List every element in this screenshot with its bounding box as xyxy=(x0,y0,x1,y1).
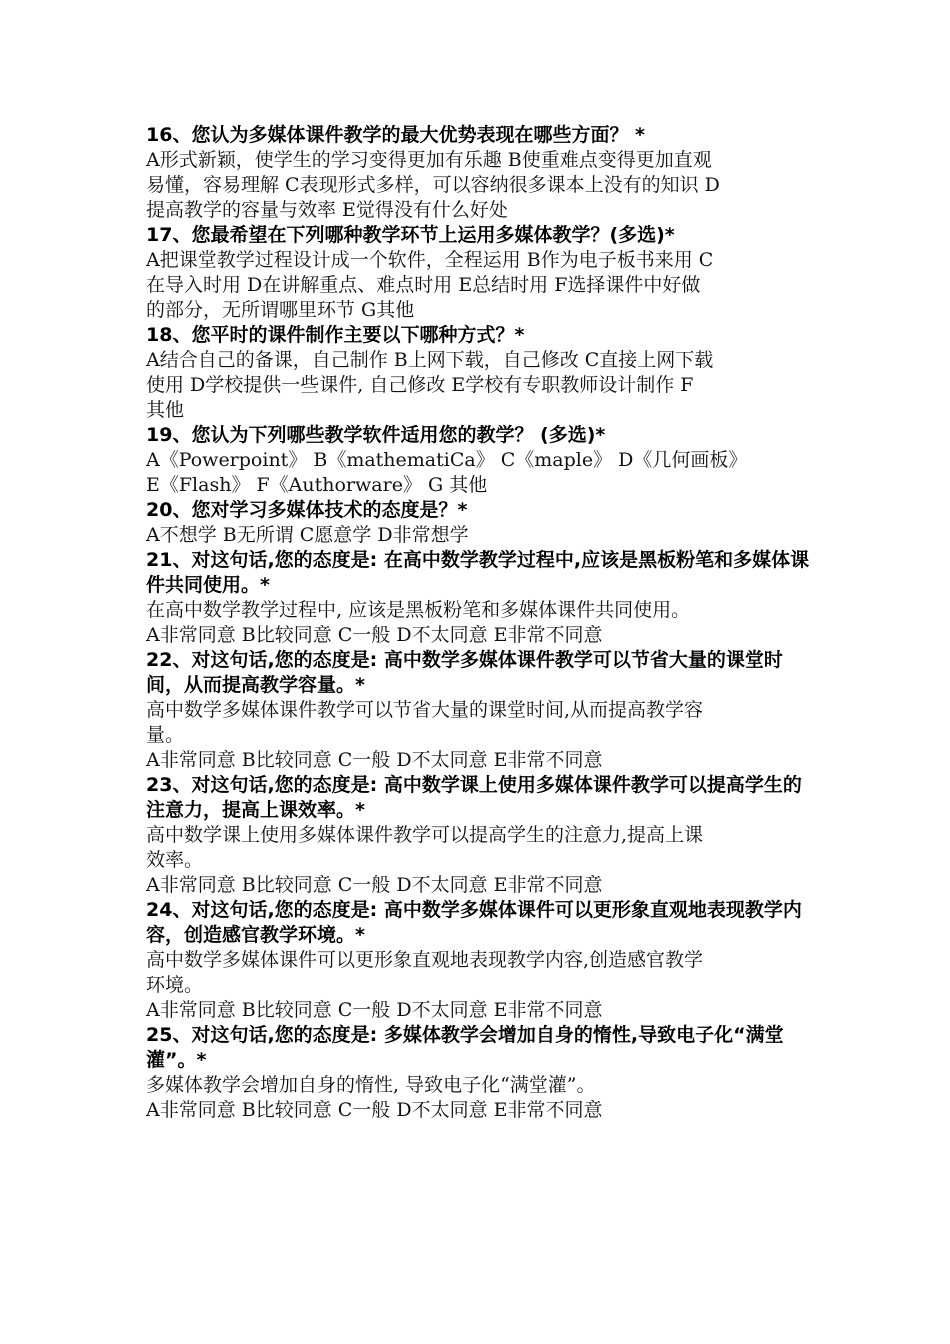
question-text-line: 易懂，容易理解 C表现形式多样，可以容纳很多课本上没有的知识 D xyxy=(146,174,720,196)
question-options-line: A非常同意 B比较同意 C一般 D不太同意 E非常不同意 xyxy=(146,624,603,646)
question-title: 24、对这句话,您的态度是: 高中数学多媒体课件可以更形象直观地表现教学内容，创造感官教学环境。* xyxy=(146,899,802,946)
survey-page xyxy=(146,123,812,1123)
question-title: 19、您认为下列哪些教学软件适用您的教学？ (多选)* xyxy=(146,424,606,446)
question-text-line: 高中数学多媒体课件教学可以节省大量的课堂时间,从而提高教学容 xyxy=(146,699,704,721)
question-text-line: 高中数学课上使用多媒体课件教学可以提高学生的注意力,提高上课 xyxy=(146,824,704,846)
question-24 xyxy=(146,898,812,1023)
question-title: 20、您对学习多媒体技术的态度是？* xyxy=(146,499,468,521)
question-text-line: 的部分，无所谓哪里环节 G其他 xyxy=(146,299,415,321)
question-16 xyxy=(146,123,812,223)
question-text-line: 在导入时用 D在讲解重点、难点时用 E总结时用 F选择课件中好做 xyxy=(146,274,701,296)
question-title: 16、您认为多媒体课件教学的最大优势表现在哪些方面？ * xyxy=(146,124,645,146)
question-25 xyxy=(146,1023,812,1123)
question-text-line: 提高教学的容量与效率 E觉得没有什么好处 xyxy=(146,199,508,221)
question-text-line: 高中数学多媒体课件可以更形象直观地表现教学内容,创造感官教学 xyxy=(146,949,704,971)
question-options-line: A非常同意 B比较同意 C一般 D不太同意 E非常不同意 xyxy=(146,999,603,1021)
question-text-line: 量。 xyxy=(146,724,185,746)
question-17 xyxy=(146,223,812,323)
question-text-line: 多媒体教学会增加自身的惰性, 导致电子化“满堂灌”。 xyxy=(146,1074,596,1096)
question-20 xyxy=(146,498,812,548)
question-text-line: 在高中数学教学过程中, 应该是黑板粉笔和多媒体课件共同使用。 xyxy=(146,599,691,621)
question-title: 18、您平时的课件制作主要以下哪种方式？* xyxy=(146,324,525,346)
question-21 xyxy=(146,548,812,648)
question-title: 25、对这句话,您的态度是: 多媒体教学会增加自身的惰性,导致电子化“满堂灌”。* xyxy=(146,1024,784,1071)
question-19 xyxy=(146,423,812,498)
question-18 xyxy=(146,323,812,423)
question-options-line: A非常同意 B比较同意 C一般 D不太同意 E非常不同意 xyxy=(146,1099,603,1121)
question-options-line: A非常同意 B比较同意 C一般 D不太同意 E非常不同意 xyxy=(146,874,603,896)
question-title: 21、对这句话,您的态度是: 在高中数学教学过程中,应该是黑板粉笔和多媒体课件共同使用。* xyxy=(146,549,810,596)
question-title: 22、对这句话,您的态度是: 高中数学多媒体课件教学可以节省大量的课堂时间，从而提高教学容量。* xyxy=(146,649,783,696)
question-text-line: 使用 D学校提供一些课件, 自己修改 E学校有专职教师设计制作 F xyxy=(146,374,694,396)
question-text-line: A形式新颖，使学生的学习变得更加有乐趣 B使重难点变得更加直观 xyxy=(146,149,712,171)
question-22 xyxy=(146,648,812,773)
question-text-line: A把课堂教学过程设计成一个软件，全程运用 B作为电子板书来用 C xyxy=(146,249,714,271)
question-text-line: 环境。 xyxy=(146,974,204,996)
question-options-line: A非常同意 B比较同意 C一般 D不太同意 E非常不同意 xyxy=(146,749,603,771)
question-text-line: E《Flash》 F《Authorware》 G 其他 xyxy=(146,474,488,496)
question-text-line: 效率。 xyxy=(146,849,204,871)
question-text-line: A《Powerpoint》 B《mathematiCa》 C《maple》 D《几何画板》 xyxy=(146,449,748,471)
question-text-line: A不想学 B无所谓 C愿意学 D非常想学 xyxy=(146,524,469,546)
question-title: 17、您最希望在下列哪种教学环节上运用多媒体教学？(多选)* xyxy=(146,224,675,246)
question-text-line: 其他 xyxy=(146,399,185,421)
question-23 xyxy=(146,773,812,898)
question-title: 23、对这句话,您的态度是: 高中数学课上使用多媒体课件教学可以提高学生的注意力，提高上课效率。* xyxy=(146,774,802,821)
question-text-line: A结合自己的备课，自己制作 B上网下载，自己修改 C直接上网下载 xyxy=(146,349,714,371)
